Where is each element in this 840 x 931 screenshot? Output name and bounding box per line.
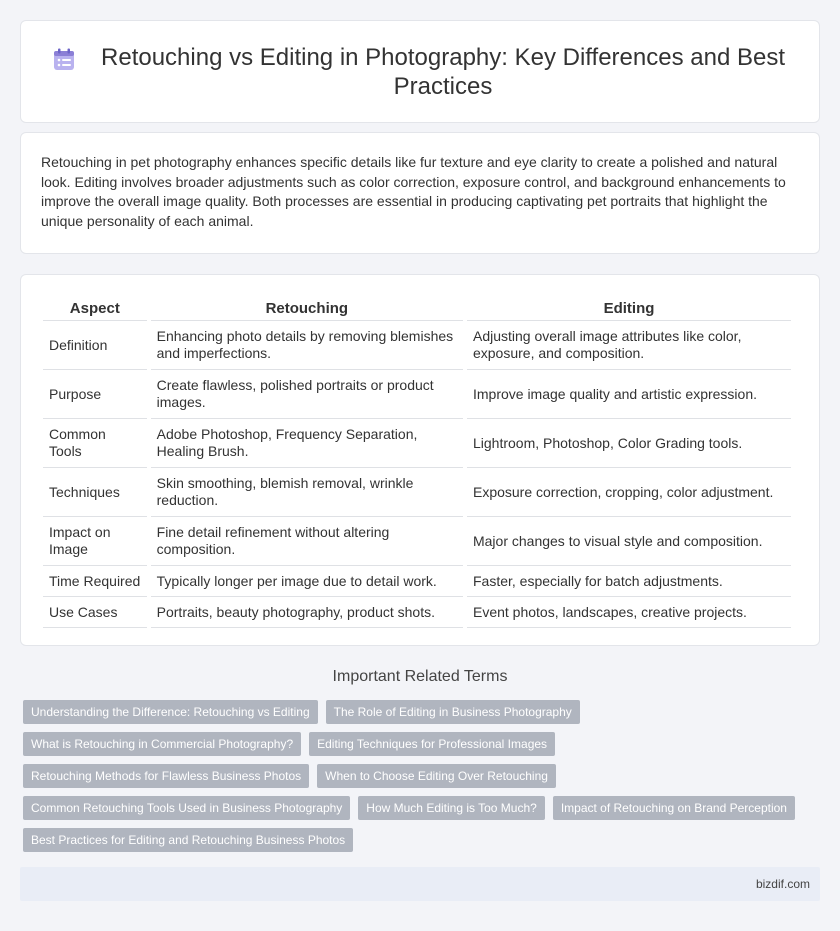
tag-row: [23, 700, 823, 724]
row-editing: Lightroom, Photoshop, Color Grading tools.: [467, 419, 791, 468]
page-title: Retouching vs Editing in Photography: Key Differences and Best Practices: [101, 43, 785, 100]
row-aspect: Use Cases: [43, 597, 147, 628]
related-tag[interactable]: What is Retouching in Commercial Photography?: [23, 732, 301, 756]
related-tag[interactable]: Impact of Retouching on Brand Perception: [553, 796, 795, 820]
row-aspect: Common Tools: [43, 419, 147, 468]
row-editing: Adjusting overall image attributes like color, exposure, and composition.: [467, 321, 791, 370]
row-aspect: Definition: [43, 321, 147, 370]
row-editing: Improve image quality and artistic expression.: [467, 370, 791, 419]
related-tag[interactable]: Understanding the Difference: Retouching vs Editing: [23, 700, 318, 724]
related-tag[interactable]: How Much Editing is Too Much?: [358, 796, 545, 820]
table-header-row: [43, 295, 791, 321]
header-card: [20, 20, 820, 123]
tag-row: [23, 796, 823, 820]
row-retouching: Create flawless, polished portraits or product images.: [151, 370, 463, 419]
comparison-table: [39, 295, 795, 628]
comparison-table-card: [20, 274, 820, 646]
tag-row: [23, 732, 823, 756]
table-row: [43, 419, 791, 468]
related-terms-tags: [23, 700, 823, 860]
table-row: [43, 468, 791, 517]
table-row: [43, 321, 791, 370]
row-editing: Major changes to visual style and composition.: [467, 517, 791, 566]
tag-row: [23, 764, 823, 788]
related-tag[interactable]: Editing Techniques for Professional Images: [309, 732, 555, 756]
related-tag[interactable]: Retouching Methods for Flawless Business Photos: [23, 764, 309, 788]
row-editing: Event photos, landscapes, creative projects.: [467, 597, 791, 628]
row-aspect: Purpose: [43, 370, 147, 419]
row-retouching: Portraits, beauty photography, product shots.: [151, 597, 463, 628]
table-row: [43, 566, 791, 597]
related-tag[interactable]: The Role of Editing in Business Photography: [326, 700, 580, 724]
tag-row: [23, 828, 823, 852]
intro-card: [20, 132, 820, 254]
row-editing: Exposure correction, cropping, color adjustment.: [467, 468, 791, 517]
row-retouching: Adobe Photoshop, Frequency Separation, Healing Brush.: [151, 419, 463, 468]
column-header-retouching: Retouching: [151, 295, 463, 321]
column-header-editing: Editing: [467, 295, 791, 321]
table-row: [43, 517, 791, 566]
row-aspect: Impact on Image: [43, 517, 147, 566]
column-header-aspect: Aspect: [43, 295, 147, 321]
row-aspect: Techniques: [43, 468, 147, 517]
footer-bar: [20, 867, 820, 901]
table-row: [43, 597, 791, 628]
related-terms-heading: Important Related Terms: [332, 668, 508, 685]
row-retouching: Enhancing photo details by removing blemishes and imperfections.: [151, 321, 463, 370]
related-tag[interactable]: When to Choose Editing Over Retouching: [317, 764, 556, 788]
document-list-icon: [51, 47, 77, 73]
row-retouching: Fine detail refinement without altering composition.: [151, 517, 463, 566]
row-retouching: Typically longer per image due to detail work.: [151, 566, 463, 597]
row-retouching: Skin smoothing, blemish removal, wrinkle reduction.: [151, 468, 463, 517]
row-aspect: Time Required: [43, 566, 147, 597]
table-row: [43, 370, 791, 419]
related-tag[interactable]: Common Retouching Tools Used in Business Photography: [23, 796, 350, 820]
related-tag[interactable]: Best Practices for Editing and Retouching Business Photos: [23, 828, 353, 852]
footer-site-link[interactable]: bizdif.com: [755, 877, 810, 891]
row-editing: Faster, especially for batch adjustments.: [467, 566, 791, 597]
intro-paragraph: Retouching in pet photography enhances specific details like fur texture and eye clarity to create a polished and natural look. Editing involves broader adjustments such as color correction, exposure control, and background enhancements to improve the overall image quality. Both processes are essential in producing captivating pet portraits that highlight the unique personality of each animal.: [41, 154, 786, 229]
